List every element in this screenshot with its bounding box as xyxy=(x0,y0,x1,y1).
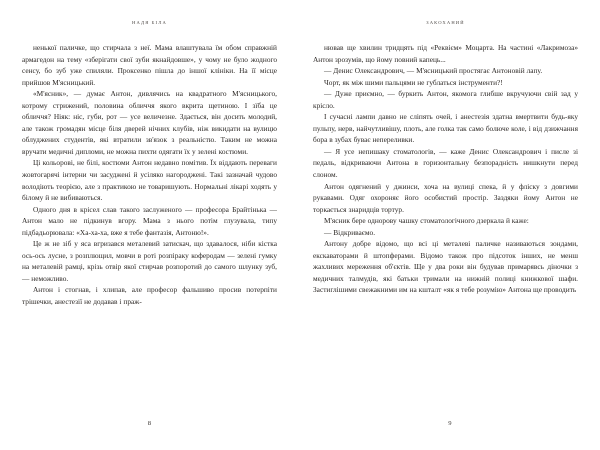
paragraph: Ці кольорові, не білі, костюми Антон недавно помітив. Їх віддають переваги жовтогарячі інтерни чи засуджені й усіляко нагороджені. Такі зазначай чудово володіють теорією, але з практикою не товаришують. Нормальні лікарі ходять у білому й не вибиваються. xyxy=(22,158,277,203)
right-page xyxy=(300,0,600,450)
paragraph: нював ще хвилин тридцять під «Реквієм» Моцарта. На частині «Лакримоза» Антон зрозумів, що йому повний капець... xyxy=(313,43,578,64)
dialogue-line: — Я усе непишаку стоматологів, — каже Денис Олександрович і писле зі педаль, відкриваючи Антона в горизонтальну безпорадність нишкнути перед слоном. xyxy=(313,146,578,180)
paragraph: Одного дня в крісел слав такого заслуженого — професора Брайтінька — Антон мало не підкинув вгору. Мама з нього потім глузувала, типу підбадьорювала: «Ха-ха-ха, вже я тебе фантазія, Антоню!». xyxy=(22,204,277,237)
page-number-left: 8 xyxy=(147,420,152,427)
dialogue-line: — Дуже приємно, — буркить Антон, якомога глибше вкручуючи свій зад у крісло. xyxy=(313,89,578,110)
right-page-text-block xyxy=(313,42,578,296)
page-number-right: 9 xyxy=(448,420,452,427)
paragraph: «М'ясник», — думає Антон, дивлячись на квадратного М'ясницького, котрому стрижений, половина обличчя якого вкрита щетиною. І зїба це обличчя? Ніяк: ніс, губи, рот — усе величезне. Здається, він досить молодий, але також громадян місце біля дверей нічних клубів, ніж викидати на вулицю облуджених студентів, які втратили зв'язок з реальністю. Таким не можна вручати медичні дипломи, не можна пихти одягати їх у зелені костюми. xyxy=(22,89,277,156)
paragraph: Антону добре відомо, що всі ці металеві паличке називаються зондами, екскаваторами й штопферами. Відомо також про підсоток інших, не менш жахливих мереження об'єктів. Ще у два роки він будував примарявсь діночки з медичних талмудів, які батьки тримали на нижній полиці книжкової шафи. Застиглішими свежакними им на кшталт «як я тебе розумію» Антона ще проводить xyxy=(313,239,578,295)
paragraph: Чорт, як між шими пальцями не гублаться інструменти?! xyxy=(324,77,503,87)
running-head-left: НАДЯ БІЛА xyxy=(132,20,167,25)
left-page-text-block xyxy=(22,42,277,308)
dialogue-line: — Денис Олександрович, — М'ясницький простягає Антоновій лапу. xyxy=(324,66,543,76)
paragraph: М'ясник бере однорову чашку стоматологічного дзеркала й каже: xyxy=(324,216,529,226)
paragraph: Антон одягнений у джинси, хоча на вулиці спека, й у фліску з довгими рукавами. Одяг охороняє його особистий простір. Заздяки йому Антон не торкається знаридців тортур. xyxy=(313,181,578,214)
running-head-right: ЗАКОХАНИЙ xyxy=(426,20,465,25)
paragraph: І сучасні лампи давно не сліпять очей, і анестезія здатна вмертвити будь-яку пульпу, нерв, найчутливішу, плоть, але голка так само болюче коле, і від дзижчання бора в зубах буває непереливки. xyxy=(313,112,578,145)
dialogue-line: — Відкриваємо. xyxy=(324,227,376,237)
paragraph: ненької паличке, що стирчала з неї. Мама влаштувала їм обом справжній армагедон на тему «зберігати свої зуби якнайдовше», у чому не було жодного сенсу, бо зуб уже спиляли. Проксенко пішла до іншої клініки. На її місце прийшов М'ясницький. xyxy=(22,43,277,87)
paragraph: Антон і стогнав, і хлипав, але професор фальшиво просив потерпіти трішечки, анестезії не додавав і праж- xyxy=(22,285,277,307)
paragraph: Це ж не зіб у яса вгризався металевий затискач, що здавалося, ніби кістка ось-ось лусне, з розплющил, мовчи в роті розпіраку коферодам — зелені гумку на металевій рамці, крізь отвір якої стирчав розпоротий до самого шлунку зуб, — неможливо. xyxy=(22,239,277,283)
